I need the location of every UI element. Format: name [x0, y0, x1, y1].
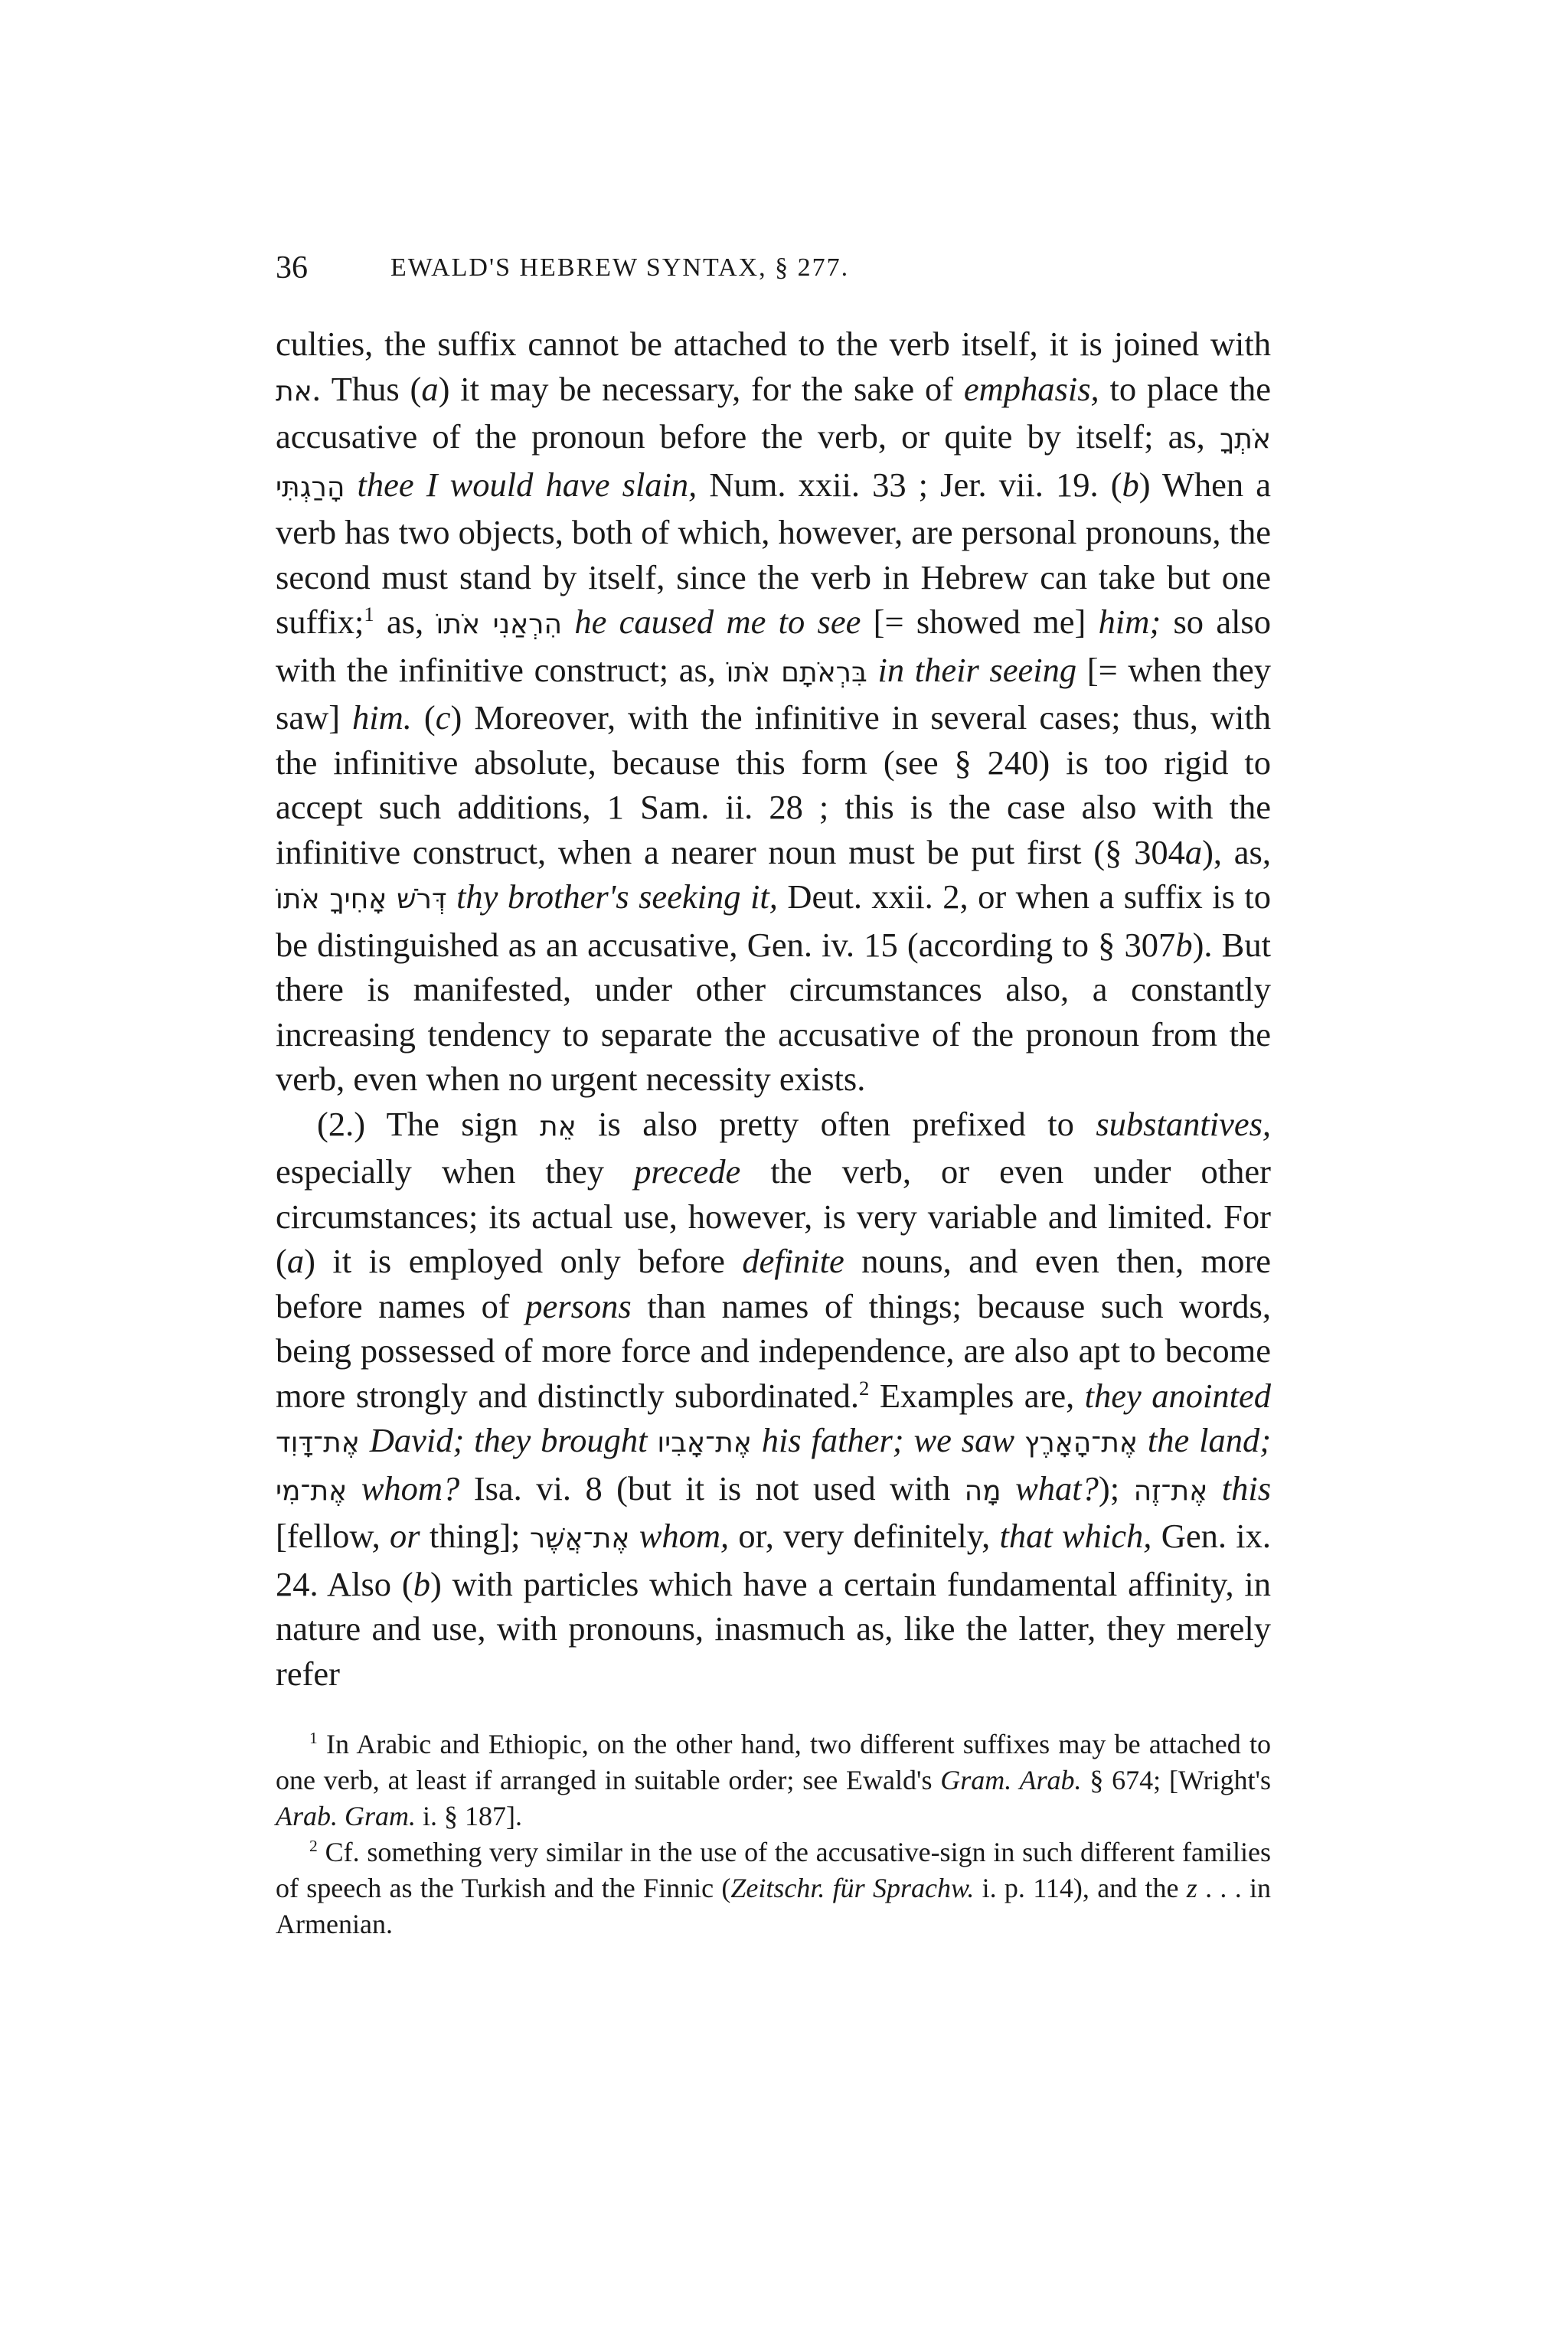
text — [1138, 1421, 1148, 1459]
text: [= showed me] — [861, 603, 1099, 641]
text: culties, the suffix cannot be attached to the verb itself, it is joined with — [276, 325, 1271, 363]
hebrew-word: הִרְאַנִי אֹתוֹ — [436, 609, 563, 640]
text: . Thus ( — [312, 369, 422, 408]
text: ( — [411, 698, 436, 737]
text — [867, 651, 878, 689]
italic-text: b — [413, 1564, 430, 1603]
text — [752, 1421, 762, 1459]
text: or, very definitely, — [729, 1517, 1000, 1555]
text: especially when they — [276, 1152, 635, 1191]
footnote-mark: 2 — [309, 1837, 318, 1855]
text: Isa. vi. 8 (but it is not used with — [459, 1468, 965, 1508]
hebrew-word: אֶת־הָאָרֶץ — [1024, 1427, 1138, 1459]
hebrew-word: מָה — [964, 1475, 1001, 1507]
text: to place the accusative of the pronoun before the verb, or quite by itself; as, — [276, 369, 1271, 456]
text — [360, 1421, 370, 1459]
italic-text: him; — [1098, 603, 1161, 641]
italic-text: David; they brought — [369, 1421, 648, 1459]
page-number: 36 — [276, 250, 308, 286]
hebrew-word: אֶת־אֲשֶׁר — [529, 1523, 630, 1554]
text: Deut. xxii. 2, or when a suffix is to be distinguished as an accusative, Gen. iv. 15 (according to § 307 — [276, 877, 1272, 964]
text: ); — [1098, 1468, 1134, 1508]
book-page — [276, 245, 1271, 1942]
paragraph-2 — [276, 1102, 1271, 1697]
text: ) When a verb has two objects, both of which, however, are personal pronouns, the second must stand by itself, since the verb in Hebrew can take but one suffix; — [276, 465, 1271, 641]
text: nouns, and even then, more before names of — [276, 1242, 1271, 1325]
text: ), as, — [1202, 832, 1271, 871]
hebrew-word: את — [276, 375, 312, 407]
text: i. § 187]. — [416, 1801, 523, 1831]
text — [1207, 1469, 1221, 1508]
italic-text: what? — [1015, 1468, 1099, 1508]
text: (2.) The sign — [317, 1104, 540, 1143]
text: i. p. 114), and the — [974, 1873, 1187, 1903]
italic-text: a — [421, 369, 439, 408]
italic-text: Zeitschr. für Sprachw. — [730, 1873, 975, 1903]
text: than names of things; because such words, being possessed of more force and independence, are also apt to become more strongly and distinctly subordinated. — [276, 1286, 1271, 1415]
text: ) Moreover, with the infinitive in several cases; thus, with the infinitive absolute, because this form (see § 240) is too rigid to accept such additions, 1 Sam. ii. 28 ; this is the case also with the infinitive construct, when a nearer noun must be put first (§ 304 — [276, 698, 1271, 871]
italic-text: a — [1184, 832, 1203, 871]
text: Gen. ix. 24. Also ( — [276, 1517, 1271, 1603]
italic-text: b — [1175, 925, 1193, 964]
text — [562, 603, 574, 641]
text: § 674; [Wright's — [1081, 1765, 1271, 1795]
italic-text: that which, — [999, 1517, 1152, 1555]
italic-text: he caused me to see — [574, 603, 861, 641]
italic-text: in their seeing — [877, 650, 1077, 689]
footnote-mark: 1 — [309, 1729, 318, 1747]
italic-text: b — [1122, 465, 1139, 504]
hebrew-word: בִּרְאֹתָם אֹתוֹ — [726, 656, 867, 688]
text: is also pretty often prefixed to — [576, 1104, 1096, 1143]
italic-text: they anointed — [1084, 1376, 1271, 1415]
italic-text: his father; we saw — [761, 1421, 1015, 1459]
text: ) it may be necessary, for the sake of — [438, 369, 964, 408]
italic-text: definite — [742, 1242, 844, 1280]
running-title: EWALD'S HEBREW SYNTAX, § 277. — [390, 253, 850, 282]
footnotes — [276, 1726, 1271, 1942]
italic-text: whom, — [639, 1517, 730, 1555]
italic-text: substantives, — [1096, 1104, 1272, 1143]
text — [1014, 1421, 1024, 1459]
running-head — [276, 245, 1271, 291]
italic-text: persons — [525, 1286, 632, 1325]
text: ). But there is manifested, under other circumstances also, a constantly increasing tendency to separate the accusative of the pronoun from the verb, even when no urgent necessity exists. — [276, 925, 1271, 1098]
text — [1001, 1469, 1015, 1508]
text — [345, 466, 357, 504]
italic-text: Arab. Gram. — [276, 1801, 416, 1831]
text: [fellow, — [276, 1517, 390, 1555]
text: so also with the infinitive construct; as, — [276, 603, 1271, 689]
text: Examples are, — [869, 1376, 1085, 1415]
italic-text: a — [286, 1242, 305, 1280]
footnote-ref-2[interactable]: 2 — [859, 1376, 870, 1400]
footnote-ref-1[interactable]: 1 — [364, 603, 374, 626]
paragraph-1 — [276, 322, 1271, 1102]
italic-text: emphasis, — [963, 369, 1099, 408]
footnote-2 — [276, 1834, 1271, 1942]
text: . . . in Armenian. — [276, 1873, 1271, 1939]
italic-text: thee I would have slain, — [357, 465, 697, 504]
hebrew-word: אֶת־אָבִיו — [657, 1427, 752, 1459]
body-text — [276, 322, 1271, 1696]
hebrew-word: אֶת־דָּוִד — [276, 1427, 360, 1459]
hebrew-word: אֹתְךָ הָרַגְתִּי — [276, 423, 1271, 503]
text: ) with particles which have a certain fundamental affinity, in nature and use, with pronouns, inasmuch as, like the latter, they merely refer — [276, 1564, 1271, 1693]
hebrew-word: אֶת־זֶה — [1133, 1475, 1208, 1507]
italic-text: him. — [352, 698, 412, 737]
italic-text: precede — [634, 1152, 741, 1191]
text: Num. xxii. 33 ; Jer. vii. 19. ( — [697, 465, 1122, 504]
text: the verb, or even under other circumstances; its actual use, however, is very variable and limited. For ( — [276, 1152, 1271, 1280]
hebrew-word: אֵת — [539, 1110, 577, 1142]
text — [647, 1421, 657, 1459]
italic-text: thy brother's seeking it, — [456, 877, 778, 916]
italic-text: the land; — [1147, 1421, 1272, 1459]
text — [629, 1517, 639, 1555]
text: thing]; — [420, 1517, 530, 1555]
text: In Arabic and Ethiopic, on the other hand, two different suffixes may be attached to one verb, at least if arranged in suitable order; see Ewald's — [276, 1729, 1271, 1795]
italic-text: c — [435, 698, 451, 737]
hebrew-word: דְּרֹשׁ אָחִיךָ אֹתוֹ — [276, 884, 447, 915]
text — [347, 1469, 361, 1508]
italic-text: whom? — [361, 1468, 460, 1508]
text — [447, 877, 456, 916]
text: Cf. something very similar in the use of the accusative-sign in such different families of speech as the Turkish and the Finnic ( — [276, 1837, 1271, 1903]
text: as, — [374, 603, 436, 641]
italic-text: Gram. Arab. — [940, 1765, 1082, 1795]
italic-text: or — [390, 1517, 420, 1555]
italic-text: z — [1186, 1873, 1197, 1903]
hebrew-word: אֶת־מִי — [276, 1475, 348, 1507]
text: ) it is employed only before — [304, 1242, 743, 1280]
text: [= when they saw] — [276, 650, 1271, 737]
italic-text: this — [1221, 1468, 1272, 1508]
footnote-1 — [276, 1726, 1271, 1834]
